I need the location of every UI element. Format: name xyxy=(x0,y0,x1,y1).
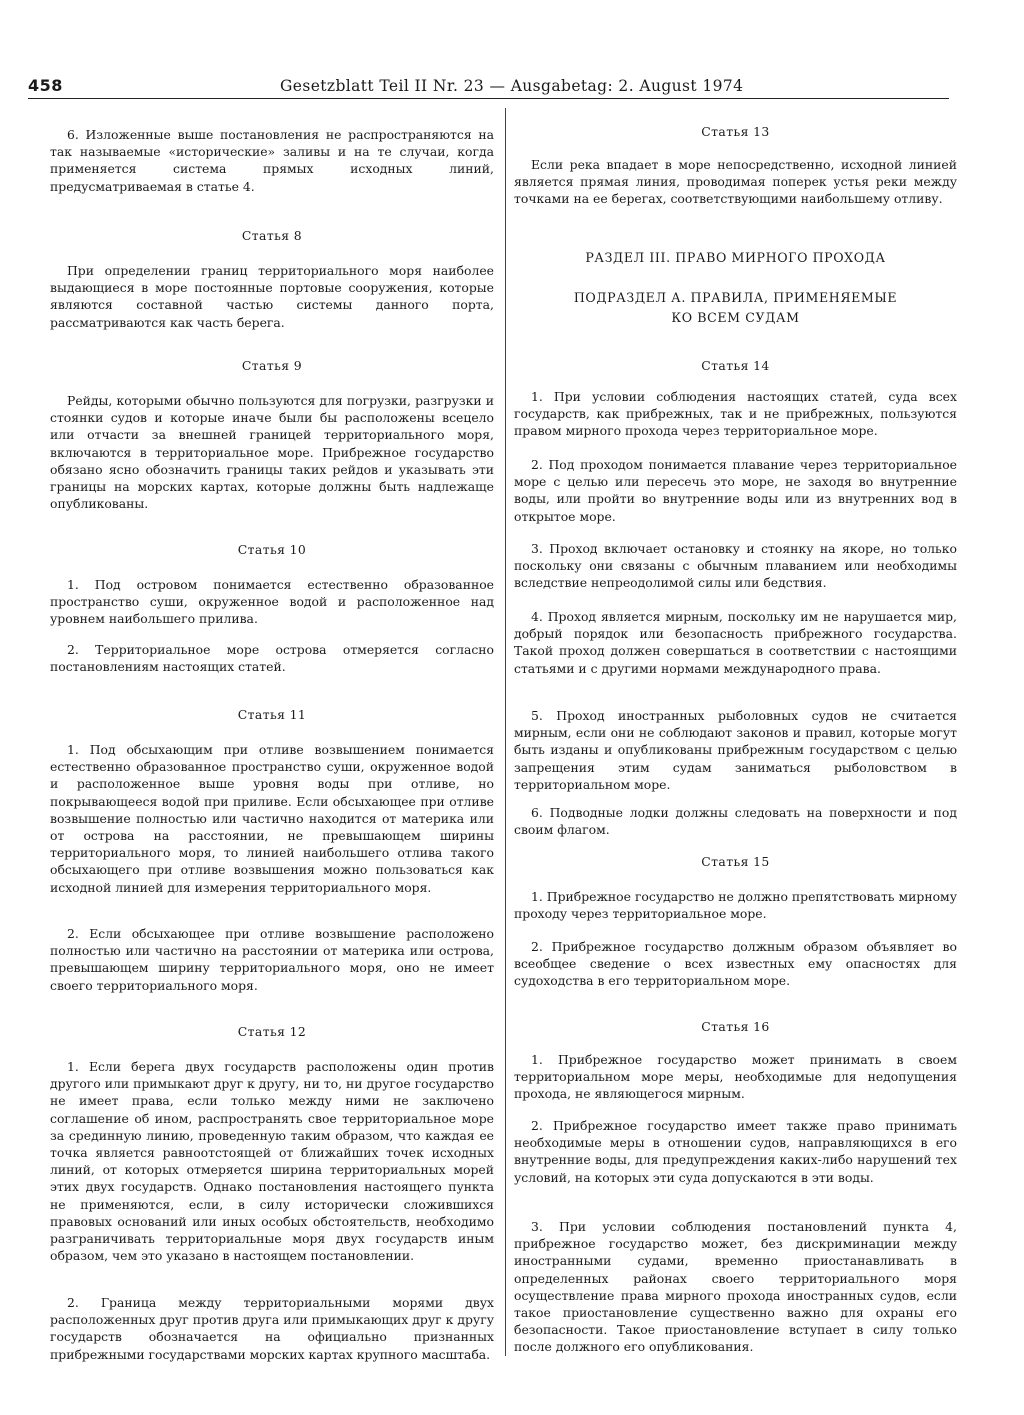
paragraph: 2. Под проходом понимается плавание через территориальное море с целью или пересечь это море, не заходя во внутренние воды, или пройти во внутренние воды или из внутренних вод в открытое море. xyxy=(514,457,957,524)
article-15-body-2 xyxy=(514,938,957,990)
paragraph: 3. При условии соблюдения постановлений пункта 4, прибрежное государство может, без дискриминации между иностранными судами, временно приостанавливать в определенных районах своего территориального моря осуществление права мирного прохода иностранных судов, если такое приостановление существенно важно для охраны его безопасности. Такое приостановление вступает в силу только после должного его опубликования. xyxy=(514,1219,957,1355)
paragraph: 3. Проход включает остановку и стоянку на якоре, но только поскольку они связаны с обычным плаванием или необходимы вследствие непреодолимой силы или бедствия. xyxy=(514,541,957,591)
article-14-body-6 xyxy=(514,804,957,838)
paragraph: 6. Подводные лодки должны следовать на поверхности и под своим флагом. xyxy=(514,805,957,838)
article-10-body-1 xyxy=(50,576,494,628)
article-12-body-1 xyxy=(50,1058,494,1264)
article-9-body xyxy=(50,392,494,512)
article-13 xyxy=(514,124,957,139)
article-14-body-1 xyxy=(514,388,957,440)
paragraph: 1. Под островом понимается естественно образованное пространство суши, окруженное водой и расположенное над уровнем наибольшего прилива. xyxy=(50,577,494,627)
subsection-heading-line-2: КО ВСЕМ СУДАМ xyxy=(671,310,800,325)
article-15 xyxy=(514,854,957,869)
article-12-body-2 xyxy=(50,1294,494,1363)
page-number: 458 xyxy=(28,76,63,95)
article-14-body-5 xyxy=(514,707,957,793)
article-11 xyxy=(50,707,494,722)
running-head: Gesetzblatt Teil II Nr. 23 — Ausgabetag: 2. August 1974 xyxy=(280,77,744,95)
article-heading: Статья 9 xyxy=(241,358,303,373)
section-heading: РАЗДЕЛ III. ПРАВО МИРНОГО ПРОХОДА xyxy=(585,250,886,265)
paragraph: 6. Изложенные выше постановления не распространяются на так называемые «исторические» заливы и на те случаи, когда применяется система прямых исходных линий, предусматриваемая в статье 4. xyxy=(50,127,494,194)
article-8-body xyxy=(50,262,494,331)
column-divider xyxy=(505,108,506,1356)
paragraph: Если река впадает в море непосредственно, исходной линией является прямая линия, проводимая поперек устья реки между точками на ее берегах, соответствующими наибольшему отливу. xyxy=(514,157,957,207)
article-11-body-1 xyxy=(50,741,494,896)
article-heading: Статья 10 xyxy=(237,542,307,557)
article-heading: Статья 13 xyxy=(701,124,770,139)
article-8 xyxy=(50,228,494,243)
paragraph: 2. Территориальное море острова отмеряется согласно постановлениям настоящих статей. xyxy=(50,642,494,675)
paragraph: 2. Если обсыхающее при отливе возвышение расположено полностью или частично на расстоянии от материка или острова, превышающем ширину территориального моря, оно не имеет своего территориального моря. xyxy=(50,926,494,993)
article-14 xyxy=(514,358,957,373)
article-heading: Статья 12 xyxy=(237,1024,307,1039)
article-13-body xyxy=(514,156,957,208)
article-11-body-2 xyxy=(50,925,494,994)
article-16-body-3 xyxy=(514,1218,957,1356)
paragraph: 2. Прибрежное государство должным образом объявляет во всеобщее сведение о всех известных ему опасностях для судоходства в его территориальном море. xyxy=(514,939,957,989)
article-15-body-1 xyxy=(514,888,957,922)
paragraph: 1. Прибрежное государство не должно препятствовать мирному проходу через территориальное море. xyxy=(514,889,957,922)
paragraph: 1. Прибрежное государство может принимать в своем территориальном море меры, необходимые для недопущения прохода, не являющегося мирным. xyxy=(514,1052,957,1102)
paragraph: 2. Прибрежное государство имеет также право принимать необходимые меры в отношении судов, направляющихся в его внутренние воды, для предупреждения каких-либо нарушений тех условий, на которых эти суда допускаются в эти воды. xyxy=(514,1118,957,1185)
page-header xyxy=(28,76,949,99)
paragraph: 1. При условии соблюдения настоящих статей, суда всех государств, как прибрежных, так и не прибрежных, пользуются правом мирного прохода через территориальное море. xyxy=(514,389,957,439)
article-14-body-4 xyxy=(514,608,957,677)
article-9 xyxy=(50,358,494,373)
article-16-body-2 xyxy=(514,1117,957,1186)
subsection-heading-line-1: ПОДРАЗДЕЛ А. ПРАВИЛА, ПРИМЕНЯЕМЫЕ xyxy=(573,290,898,305)
article-heading: Статья 16 xyxy=(701,1019,770,1034)
paragraph: 1. Если берега двух государств расположены один против другого или примыкают друг к другу, ни то, ни другое государство не имеет права, если только между ними не заключено соглашение об ином, распространять свое территориальное море за срединную линию, проведенную таким образом, что каждая ее точка является равноотстоящей от ближайших точек исходных линий, от которых отмеряется ширина территориальных морей этих двух государств. Однако постановления настоящего пункта не применяются, если, в силу исторически сложившихся правовых оснований или иных особых обстоятельств, необходимо разграничивать территориальные моря двух государств иным образом, чем это указано в настоящем постановлении. xyxy=(50,1059,494,1264)
article-16-body-1 xyxy=(514,1051,957,1103)
article-heading: Статья 14 xyxy=(701,358,770,373)
paragraph: 5. Проход иностранных рыболовных судов не считается мирным, если они не соблюдают законов и правил, которые могут быть изданы и опубликованы прибрежным государством с целью запрещения этим судам заниматься рыболовством в территориальном море. xyxy=(514,708,957,792)
article-heading: Статья 11 xyxy=(237,707,307,722)
article-7-paragraph-6 xyxy=(50,126,494,195)
paragraph: 1. Под обсыхающим при отливе возвышением понимается естественно образованное пространство суши, окруженное водой и расположенное выше уровня воды при отливе, но покрывающееся водой при приливе. Если обсыхающее при отливе возвышение полностью или частично находится от материка или от острова на расстоянии, не превышающем ширины территориального моря, то линией наибольшего отлива такого обсыхающего при отливе возвышения можно пользоваться как исходной линией для измерения территориального моря. xyxy=(50,742,494,895)
article-14-body-2 xyxy=(514,456,957,525)
article-16 xyxy=(514,1019,957,1034)
paragraph: 4. Проход является мирным, поскольку им не нарушается мир, добрый порядок или безопасность прибрежного государства. Такой проход должен совершаться в соответствии с настоящими статьями и с другими нормами международного права. xyxy=(514,609,957,676)
paragraph: Рейды, которыми обычно пользуются для погрузки, разгрузки и стоянки судов и которые иначе были бы расположены всецело или отчасти за внешней границей территориального моря, включаются в территориальное море. Прибрежное государство обязано ясно обозначить границы таких рейдов и указывать эти границы на морских картах, которые должны быть надлежаще опубликованы. xyxy=(50,393,494,512)
paragraph: При определении границ территориального моря наиболее выдающиеся в море постоянные портовые сооружения, которые являются составной частью системы данного порта, рассматриваются как часть берега. xyxy=(50,263,494,330)
article-14-body-3 xyxy=(514,540,957,592)
article-heading: Статья 15 xyxy=(701,854,770,869)
article-10 xyxy=(50,542,494,557)
article-10-body-2 xyxy=(50,641,494,675)
article-heading: Статья 8 xyxy=(241,228,303,243)
paragraph: 2. Граница между территориальными морями двух расположенных друг против друга или примыкающих друг к другу государств обозначается на официально признанных прибрежными государствами морских картах крупного масштаба. xyxy=(50,1295,494,1362)
subsection-a-heading xyxy=(514,288,957,328)
article-12 xyxy=(50,1024,494,1039)
section-3-heading xyxy=(514,248,957,268)
